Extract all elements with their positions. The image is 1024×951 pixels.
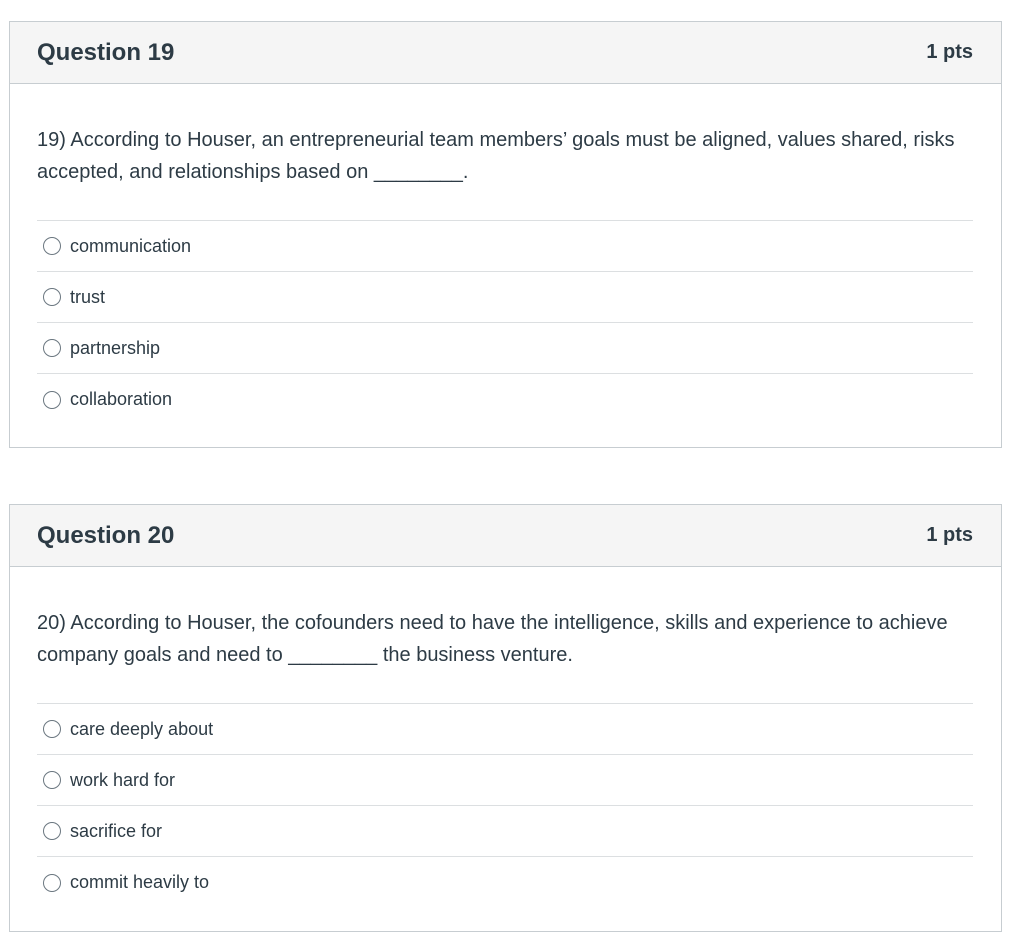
answer-label: communication [70, 235, 192, 256]
question-points: 1 pts [926, 41, 973, 63]
question-20-card [9, 504, 1002, 932]
question-points: 1 pts [926, 524, 973, 546]
question-title: Question 20 [37, 521, 175, 549]
radio-button[interactable] [43, 874, 61, 892]
answer-option[interactable] [37, 806, 973, 857]
radio-button[interactable] [43, 822, 61, 840]
question-header [10, 22, 1001, 84]
answer-list [37, 703, 973, 908]
answer-label: trust [70, 286, 106, 307]
radio-button[interactable] [43, 720, 61, 738]
answer-option[interactable] [37, 374, 973, 425]
question-text: 20) According to Houser, the cofounders need to have the intelligence, skills and experience to achieve company goals and need to ________ the business venture. [37, 612, 948, 666]
radio-button[interactable] [43, 339, 61, 357]
question-body [10, 84, 1001, 425]
answer-label: sacrifice for [70, 820, 163, 841]
radio-button[interactable] [43, 391, 61, 409]
answer-label: work hard for [70, 769, 176, 790]
answer-option[interactable] [37, 221, 973, 272]
answer-label: partnership [70, 337, 161, 358]
question-text: 19) According to Houser, an entrepreneurial team members’ goals must be aligned, values shared, risks accepted, and relationships based on ________. [37, 129, 955, 183]
radio-button[interactable] [43, 237, 61, 255]
answer-label: collaboration [70, 389, 173, 409]
answer-label: commit heavily to [70, 872, 210, 892]
answer-option[interactable] [37, 323, 973, 374]
question-body [10, 567, 1001, 908]
answer-option[interactable] [37, 704, 973, 755]
radio-button[interactable] [43, 288, 61, 306]
answer-option[interactable] [37, 272, 973, 323]
answer-label: care deeply about [70, 718, 214, 739]
answer-option[interactable] [37, 857, 973, 908]
question-header [10, 505, 1001, 567]
answer-list [37, 220, 973, 425]
question-19-card [9, 21, 1002, 448]
answer-option[interactable] [37, 755, 973, 806]
radio-button[interactable] [43, 771, 61, 789]
question-title: Question 19 [37, 38, 175, 66]
